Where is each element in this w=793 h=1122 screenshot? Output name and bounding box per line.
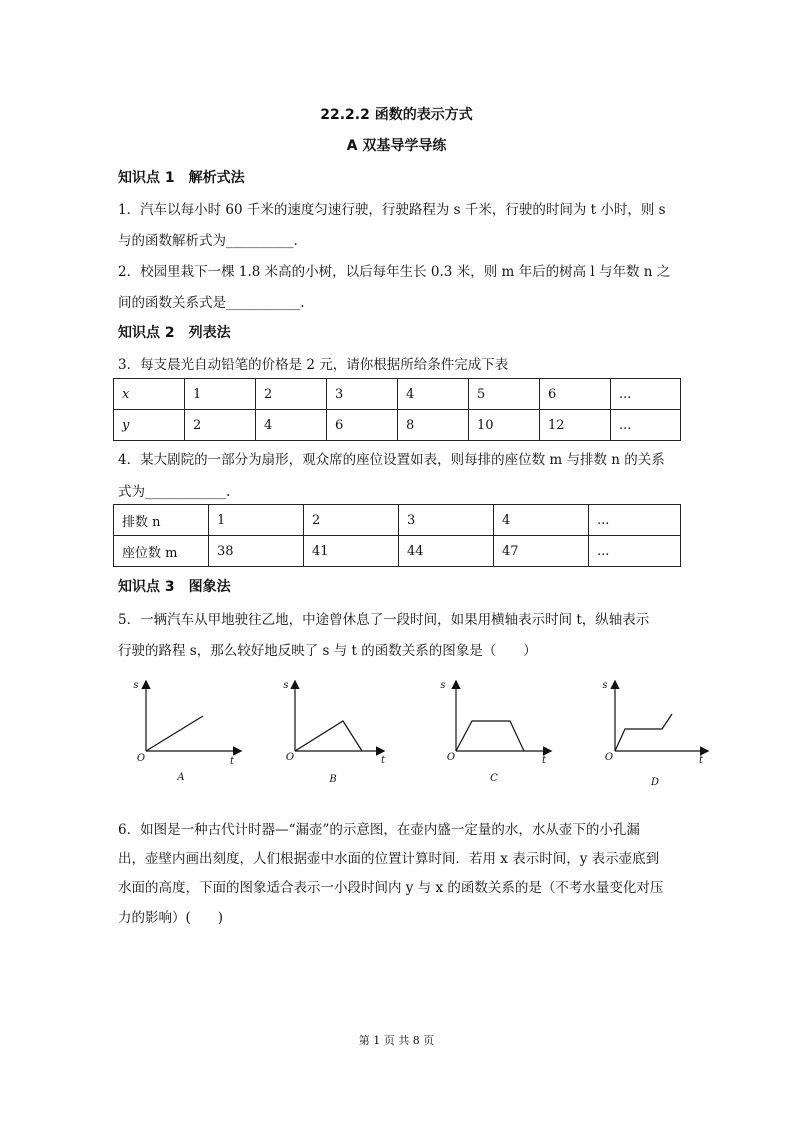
- price-table: [113, 378, 681, 441]
- table-cell: 8: [398, 410, 469, 441]
- table-cell: 1: [185, 379, 256, 410]
- graph-a-origin-label: O: [136, 753, 146, 764]
- graph-curve: [456, 721, 524, 751]
- seat-table: [113, 504, 681, 567]
- table-cell: 12: [540, 410, 611, 441]
- table-row: [114, 410, 681, 441]
- page-subtitle: A 双基导学导练: [346, 138, 447, 154]
- graph-b-y-label: s: [283, 680, 289, 691]
- table-cell: ...: [611, 379, 681, 410]
- table-cell: 38: [209, 536, 304, 567]
- graph-c-origin-label: O: [446, 752, 456, 763]
- table-cell: 座位数 m: [114, 536, 209, 567]
- table-cell: 4: [398, 379, 469, 410]
- table-cell: 1: [209, 505, 304, 536]
- q1-line1: 1．汽车以每小时 60 千米的速度匀速行驶，行驶路程为 s 千米，行驶的时间为 t 小时，则 s: [118, 202, 666, 218]
- q5-line1: 5．一辆汽车从甲地驶往乙地，中途曾休息了一段时间，如果用横轴表示时间 t，纵轴表示: [118, 612, 650, 628]
- graph-c-x-label: t: [541, 755, 547, 766]
- table-cell: 10: [469, 410, 540, 441]
- q6-line1: 6．如图是一种古代计时器—“漏壶”的示意图，在壶内盛一定量的水，水从壶下的小孔漏: [118, 822, 640, 838]
- q3-line1: 3．每支晨光自动铅笔的价格是 2 元，请你根据所给条件完成下表: [118, 357, 509, 373]
- q6-line4: 力的影响）( ): [118, 910, 224, 926]
- graph-d-origin-label: O: [604, 752, 614, 763]
- page-title: 22.2.2 函数的表示方式: [320, 107, 473, 123]
- table-cell: 3: [327, 379, 398, 410]
- table-cell: ...: [589, 505, 681, 536]
- graph-d-y-label: s: [602, 680, 608, 691]
- graph-b-origin-label: O: [285, 752, 295, 763]
- table-cell: 41: [304, 536, 399, 567]
- graph-d-x-label: t: [698, 755, 704, 766]
- table-cell: 2: [256, 379, 327, 410]
- table-cell: x: [114, 379, 185, 410]
- table-row: [114, 379, 681, 410]
- graph-a-y-label: s: [133, 680, 139, 691]
- table-cell: 6: [327, 410, 398, 441]
- table-cell: 6: [540, 379, 611, 410]
- graph-d-option-label: D: [650, 777, 660, 788]
- table-cell: 5: [469, 379, 540, 410]
- section-heading-1: 知识点 1 解析式法: [118, 170, 245, 186]
- table-row: [114, 505, 681, 536]
- table-cell: 47: [494, 536, 589, 567]
- q6-line3: 水面的高度，下面的图象适合表示一小段时间内 y 与 x 的函数关系的是（不考水量变化对压: [118, 880, 664, 896]
- table-cell: y: [114, 410, 185, 441]
- table-cell: 4: [256, 410, 327, 441]
- q4-line1: 4．某大剧院的一部分为扇形，观众席的座位设置如表，则每排的座位数 m 与排数 n 的关系: [118, 452, 665, 468]
- table-cell: 排数 n: [114, 505, 209, 536]
- table-row: [114, 536, 681, 567]
- graph-b-x-label: t: [380, 755, 386, 766]
- page-footer: 第 1 页 共 8 页: [358, 1034, 435, 1047]
- graph-curve: [146, 716, 203, 751]
- table-cell: ...: [611, 410, 681, 441]
- q1-line2: 与的函数解析式为__________.: [118, 233, 298, 249]
- graph-c-option-label: C: [490, 773, 498, 784]
- table-cell: 4: [494, 505, 589, 536]
- graph-curve: [615, 714, 672, 751]
- table-cell: 2: [185, 410, 256, 441]
- table-cell: 2: [304, 505, 399, 536]
- graph-a-x-label: t: [229, 756, 235, 767]
- q2-line2: 间的函数关系式是___________.: [118, 295, 305, 311]
- graph-b-option-label: B: [329, 774, 337, 785]
- table-cell: 3: [399, 505, 494, 536]
- section-heading-3: 知识点 3 图象法: [118, 579, 231, 595]
- graph-a-option-label: A: [177, 772, 185, 783]
- section-heading-2: 知识点 2 列表法: [118, 325, 231, 341]
- table-cell: 44: [399, 536, 494, 567]
- q5-line2: 行驶的路程 s，那么较好地反映了 s 与 t 的函数关系的图象是（ ）: [118, 643, 537, 659]
- table-cell: ...: [589, 536, 681, 567]
- q6-line2: 出，壶壁内画出刻度，人们根据壶中水面的位置计算时间．若用 x 表示时间，y 表示壶底到: [118, 851, 660, 867]
- graph-curve: [295, 721, 362, 751]
- q4-line2: 式为____________.: [118, 484, 231, 500]
- graph-c-y-label: s: [440, 680, 446, 691]
- q2-line1: 2．校园里栽下一棵 1.8 米高的小树，以后每年生长 0.3 米，则 m 年后的树高 l 与年数 n 之: [118, 264, 671, 280]
